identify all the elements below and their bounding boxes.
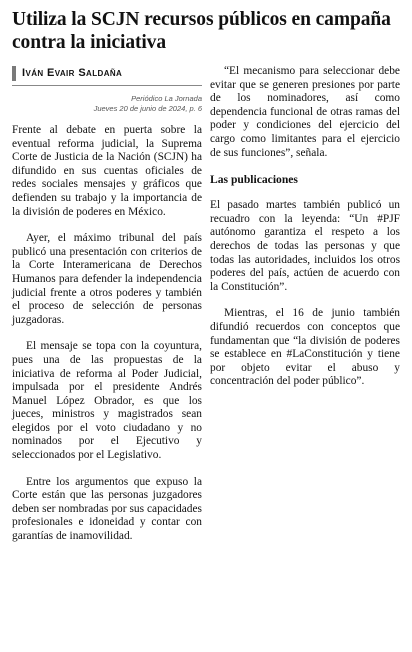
left-column <box>12 65 202 557</box>
section-subhead: Las publicaciones <box>210 173 298 187</box>
paragraph: “El mecanismo para seleccionar debe evitar que se generen presiones por parte de los nominadores, así como dependencia funcional de otras ramas del poder y condiciones del ejercicio del cargo como limitantes para el ejercicio de sus funciones”, señala. <box>210 65 400 159</box>
headline: Utiliza la SCJN recursos públicos en campaña contra la iniciativa <box>12 9 391 53</box>
byline-rule <box>12 85 202 86</box>
source-date: Jueves 20 de junio de 2024, p. 6 <box>93 104 202 113</box>
paragraph: Mientras, el 16 de junio también difundió recuerdos con conceptos que fundamentan que “la división de poderes se establece en #LaConstitución y tiene por objeto evitar el abuso y concentración del poder público”. <box>210 307 400 388</box>
source-note <box>12 94 202 114</box>
paragraph: El pasado martes también publicó un recuadro con la leyenda: “Un #PJF autónomo garantiza el respeto a los derechos de todas las personas y que todas las autoridades, incluidos los otros poderes del país, actúen de acuerdo con la Constitución”. <box>210 199 400 293</box>
paragraph: Ayer, el máximo tribunal del país publicó una presentación con criterios de la Corte Interamericana de Derechos Humanos para defender la independencia judicial frente a otros poderes y también el proceso de selección de personas juzgadoras. <box>12 232 202 326</box>
author-byline: Iván Evair Saldaña <box>12 66 202 81</box>
paragraph: Entre los argumentos que expuso la Corte están que las personas juzgadores deben ser nombradas por sus capacidades profesionales e idoneidad y contar con garantías de inamovilidad. <box>12 475 202 543</box>
article-columns <box>12 65 400 557</box>
paragraph: Frente al debate en puerta sobre la eventual reforma judicial, la Suprema Corte de Justicia de la Nación (SCJN) ha difundido en sus cuentas oficiales de redes sociales mensajes y gráficos que defienden su trabajo y la importancia de la división de poderes en México. <box>12 124 202 218</box>
paragraph: El mensaje se topa con la coyuntura, pues una de las propuestas de la iniciativa de reforma al Poder Judicial, impulsada por el presidente Andrés Manuel López Obrador, es que los jueces, ministros y magistrados sean elegidos por el voto ciudadano y no nominados por el Ejecutivo y seleccionados por el Legislativo. <box>12 340 202 462</box>
source-publication: Periódico La Jornada <box>131 94 202 103</box>
right-column <box>210 65 400 557</box>
